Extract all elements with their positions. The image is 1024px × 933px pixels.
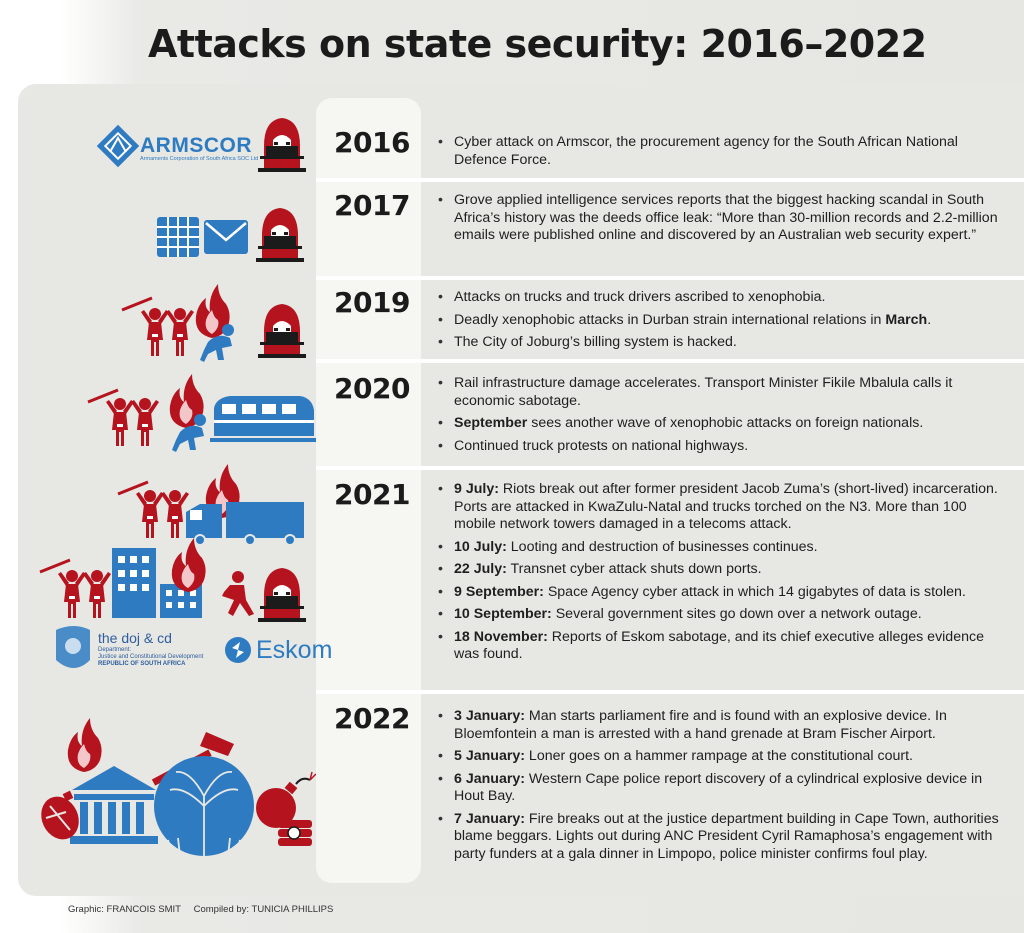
doj-logo-text: the doj & cd: [98, 630, 172, 646]
event-item: • 10 September: Several government sites go down over a network outage.: [436, 606, 1001, 624]
event-item: • Grove applied intelligence services reports that the biggest hacking scandal in South Africa’s history was the deeds office leak: “More than 30-million records and 2.2-million emails were published online and discovered by an Australian web security expert.”: [436, 192, 1001, 245]
event-item: • Cyber attack on Armscor, the procurement agency for the South African National Defence Force.: [436, 134, 1001, 169]
year-2019: 2019: [334, 286, 410, 319]
events-2017: [436, 192, 1001, 250]
armscor-logo: [97, 125, 139, 167]
year-2022: 2022: [334, 702, 410, 735]
armscor-logo-text: ARMSCOR: [140, 134, 252, 157]
row-divider: [316, 690, 1024, 694]
events-2021: [436, 481, 1001, 669]
event-item: • 6 January: Western Cape police report discovery of a cylindrical explosive device in Hout Bay.: [436, 771, 1001, 806]
event-item: • 22 July: Transnet cyber attack shuts down ports.: [436, 561, 1001, 579]
year-2020: 2020: [334, 372, 410, 405]
year-2021: 2021: [334, 478, 410, 511]
event-item: • Attacks on trucks and truck drivers ascribed to xenophobia.: [436, 289, 1001, 307]
protesters-icon: [40, 560, 111, 618]
spreadsheet-icon: [157, 217, 199, 257]
fire-icon: [68, 718, 102, 772]
doj-logo: [56, 626, 90, 668]
eskom-logo-text: Eskom: [256, 636, 333, 664]
events-2020: [436, 375, 1001, 460]
hacker-icon: [258, 304, 306, 358]
event-item: • September sees another wave of xenophobic attacks on foreign nationals.: [436, 415, 1001, 433]
row-divider: [316, 466, 1024, 470]
bomb-icon: [256, 772, 316, 828]
doj-logo-subtitle: Department: Justice and Constitutional Development REPUBLIC OF SOUTH AFRICA: [98, 647, 204, 667]
page-title: Attacks on state security: 2016–2022: [148, 22, 927, 66]
protesters-icon: [118, 482, 189, 538]
events-2019: [436, 289, 1001, 357]
protesters-icon: [88, 390, 159, 446]
event-item: • 18 November: Reports of Eskom sabotage, and its chief executive alleges evidence was found.: [436, 629, 1001, 664]
events-2022: [436, 708, 1001, 868]
credits: [68, 904, 343, 915]
looter-running-icon: [222, 571, 254, 616]
event-item: • Deadly xenophobic attacks in Durban strain international relations in March.: [436, 312, 1001, 330]
event-item: • The City of Joburg’s billing system is hacked.: [436, 334, 1001, 352]
event-item: • 3 January: Man starts parliament fire and is found with an explosive device. In Bloemfontein a man is arrested with a hand grenade at Bram Fischer Airport.: [436, 708, 1001, 743]
train-icon: [210, 396, 316, 442]
protesters-icon: [122, 298, 194, 356]
event-item: • Continued truck protests on national highways.: [436, 438, 1001, 456]
parliament-building-icon: [70, 766, 158, 844]
events-2016: [436, 134, 1001, 174]
fire-icon: [172, 538, 206, 592]
row-divider: [316, 276, 1024, 280]
graphic-credit: Graphic: FRANCOIS SMIT: [68, 904, 181, 915]
dynamite-icon: [278, 820, 312, 846]
hacker-icon: [256, 208, 304, 262]
eskom-logo: [225, 637, 251, 663]
event-item: • 10 July: Looting and destruction of businesses continues.: [436, 539, 1001, 557]
event-item: • 7 January: Fire breaks out at the justice department building in Cape Town, authorities blame beggars. Lights out during ANC President Cyril Ramaphosa’s engagement with party funders at a gala dinner in Limpopo, police minister confirms foul play.: [436, 811, 1001, 864]
row-divider: [316, 359, 1024, 363]
hacker-icon: [258, 118, 306, 172]
event-item: • 9 September: Space Agency cyber attack in which 14 gigabytes of data is stolen.: [436, 584, 1001, 602]
event-item: • Rail infrastructure damage accelerates. Transport Minister Fikile Mbalula calls it economic sabotage.: [436, 375, 1001, 410]
year-2017: 2017: [334, 189, 410, 222]
row-divider: [316, 178, 1024, 182]
truck-icon: [186, 502, 304, 545]
armscor-logo-subtitle: Armaments Corporation of South Africa SOC Ltd: [140, 156, 259, 162]
event-item: • 9 July: Riots break out after former president Jacob Zuma’s (short-lived) incarceration. Ports are attacked in KwaZulu-Natal and trucks torched on the N3. More than 100 mobile network towers damaged in a telecoms attack.: [436, 481, 1001, 534]
compiled-credit: Compiled by: TUNICIA PHILLIPS: [193, 904, 334, 915]
email-icon: [204, 220, 248, 254]
event-item: • 5 January: Loner goes on a hammer rampage at the constitutional court.: [436, 748, 1001, 766]
hacker-icon: [258, 568, 306, 622]
constitutional-court-emblem-icon: [154, 756, 254, 856]
year-2016: 2016: [334, 126, 410, 159]
